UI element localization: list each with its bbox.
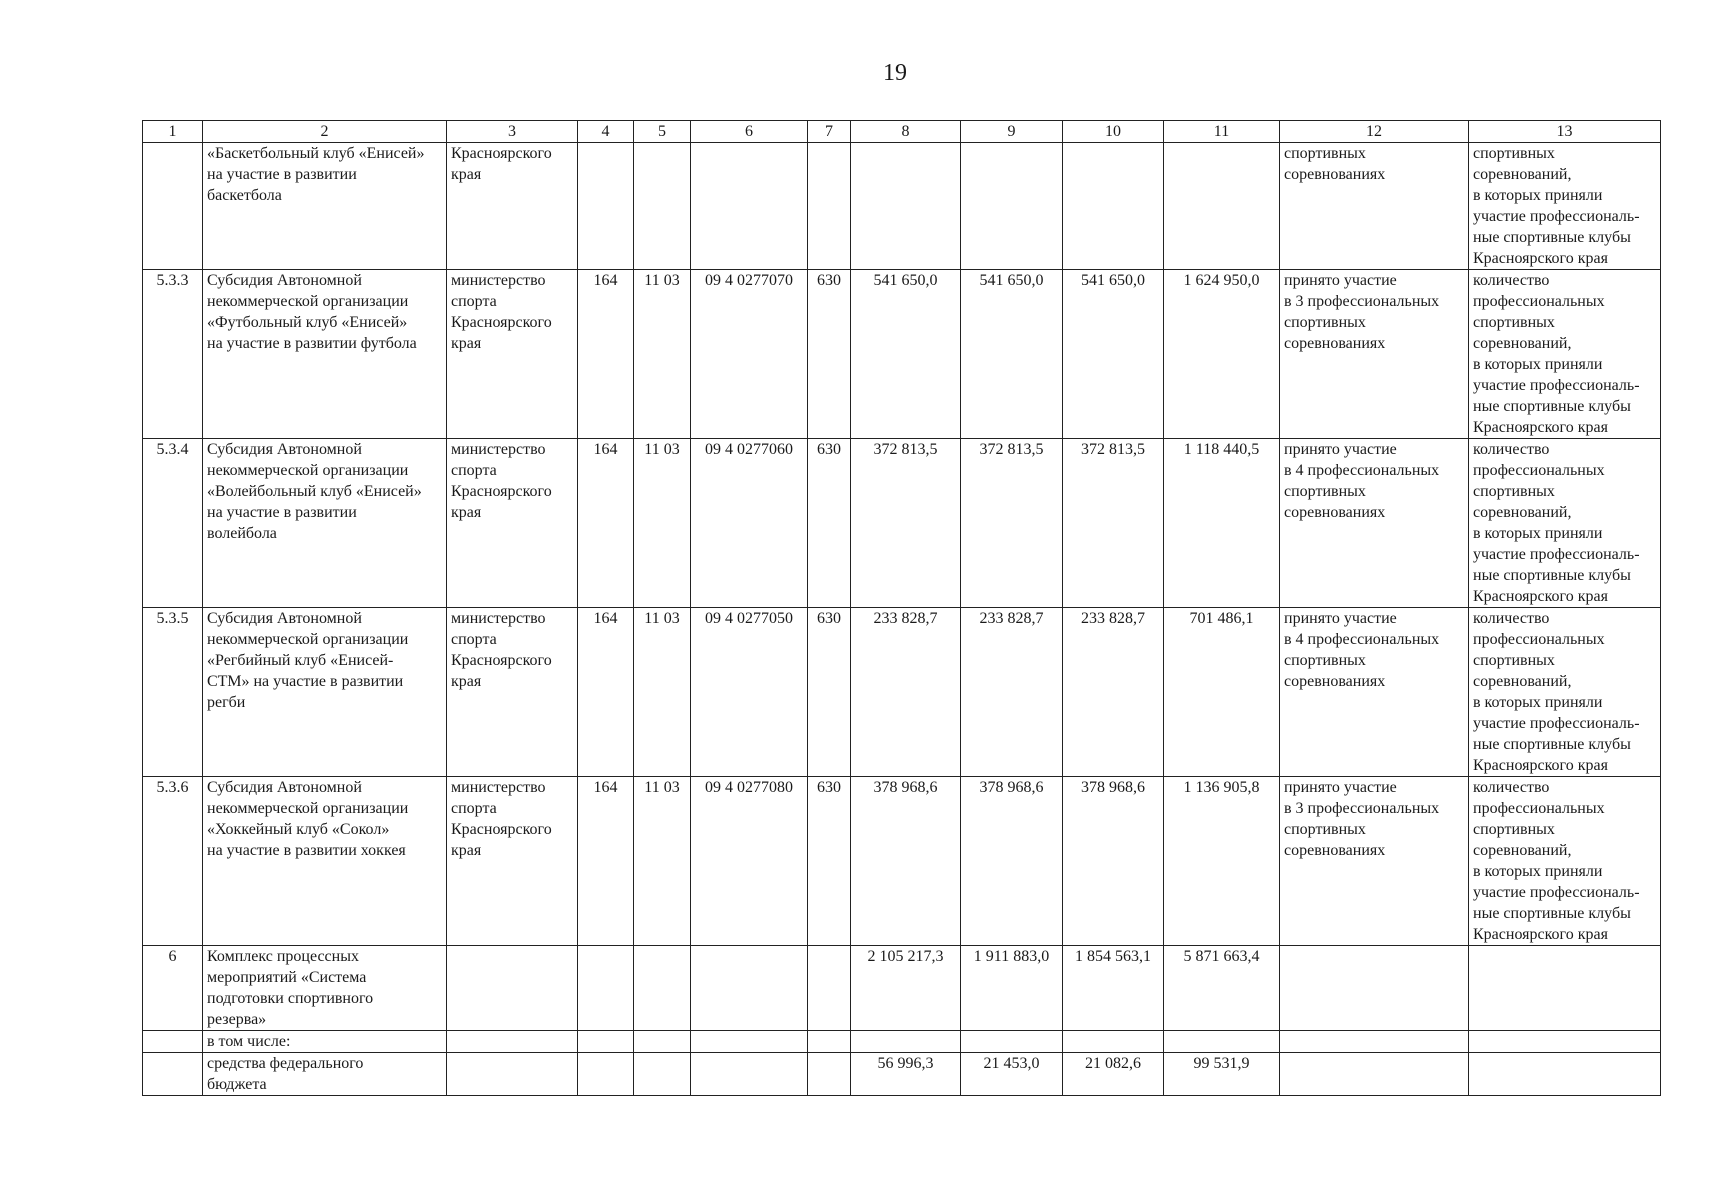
year1-amount: 56 996,3 — [851, 1053, 961, 1096]
table-row — [143, 143, 1661, 270]
year2-amount: 541 650,0 — [961, 270, 1063, 439]
column-header: 7 — [808, 121, 851, 143]
vr-code — [808, 1031, 851, 1053]
column-header: 2 — [203, 121, 447, 143]
total-amount — [1164, 143, 1280, 270]
year1-amount: 233 828,7 — [851, 608, 961, 777]
vr-code — [808, 143, 851, 270]
expected-result: принято участие в 3 профессиональных спортивных соревнованиях — [1280, 777, 1469, 946]
item-number: 5.3.5 — [143, 608, 203, 777]
indicator: количество профессиональных спортивных соревнований, в которых приняли участие профессиональ- ные спортивные клубы Красноярского края — [1469, 777, 1661, 946]
year2-amount: 233 828,7 — [961, 608, 1063, 777]
year3-amount — [1063, 1031, 1164, 1053]
year1-amount — [851, 1031, 961, 1053]
grbs-code: 164 — [578, 608, 634, 777]
rzpr-code — [634, 1031, 691, 1053]
executor: министерство спорта Красноярского края — [447, 608, 578, 777]
table-row — [143, 946, 1661, 1031]
executor — [447, 1053, 578, 1096]
item-number — [143, 1031, 203, 1053]
year3-amount — [1063, 143, 1164, 270]
total-amount: 99 531,9 — [1164, 1053, 1280, 1096]
year1-amount — [851, 143, 961, 270]
year2-amount — [961, 143, 1063, 270]
executor: министерство спорта Красноярского края — [447, 270, 578, 439]
grbs-code: 164 — [578, 439, 634, 608]
page-number: 19 — [883, 60, 907, 86]
indicator: количество профессиональных спортивных соревнований, в которых приняли участие профессиональ- ные спортивные клубы Красноярского края — [1469, 270, 1661, 439]
indicator: количество профессиональных спортивных соревнований, в которых приняли участие профессиональ- ные спортивные клубы Красноярского края — [1469, 608, 1661, 777]
executor: Красноярского края — [447, 143, 578, 270]
vr-code — [808, 946, 851, 1031]
item-name: Субсидия Автономной некоммерческой организации «Футбольный клуб «Енисей» на участие в развитии футбола — [203, 270, 447, 439]
column-header: 13 — [1469, 121, 1661, 143]
executor: министерство спорта Красноярского края — [447, 439, 578, 608]
vr-code: 630 — [808, 777, 851, 946]
year3-amount: 541 650,0 — [1063, 270, 1164, 439]
table-row — [143, 608, 1661, 777]
column-header: 3 — [447, 121, 578, 143]
indicator: спортивных соревнований, в которых приняли участие профессиональ- ные спортивные клубы Красноярского края — [1469, 143, 1661, 270]
csr-code: 09 4 0277050 — [691, 608, 808, 777]
grbs-code — [578, 1053, 634, 1096]
expected-result: спортивных соревнованиях — [1280, 143, 1469, 270]
item-name: Субсидия Автономной некоммерческой организации «Хоккейный клуб «Сокол» на участие в развитии хоккея — [203, 777, 447, 946]
column-header: 4 — [578, 121, 634, 143]
column-header: 5 — [634, 121, 691, 143]
total-amount: 1 118 440,5 — [1164, 439, 1280, 608]
year2-amount: 21 453,0 — [961, 1053, 1063, 1096]
budget-table — [142, 120, 1661, 1096]
year3-amount: 372 813,5 — [1063, 439, 1164, 608]
expected-result — [1280, 946, 1469, 1031]
column-header: 11 — [1164, 121, 1280, 143]
indicator — [1469, 946, 1661, 1031]
rzpr-code — [634, 1053, 691, 1096]
vr-code — [808, 1053, 851, 1096]
csr-code: 09 4 0277070 — [691, 270, 808, 439]
expected-result: принято участие в 4 профессиональных спортивных соревнованиях — [1280, 439, 1469, 608]
column-header: 1 — [143, 121, 203, 143]
year1-amount: 2 105 217,3 — [851, 946, 961, 1031]
rzpr-code: 11 03 — [634, 777, 691, 946]
total-amount: 5 871 663,4 — [1164, 946, 1280, 1031]
grbs-code — [578, 946, 634, 1031]
item-name: средства федерального бюджета — [203, 1053, 447, 1096]
item-name: «Баскетбольный клуб «Енисей» на участие в развитии баскетбола — [203, 143, 447, 270]
year2-amount: 1 911 883,0 — [961, 946, 1063, 1031]
item-number: 5.3.3 — [143, 270, 203, 439]
expected-result: принято участие в 4 профессиональных спортивных соревнованиях — [1280, 608, 1469, 777]
item-name: в том числе: — [203, 1031, 447, 1053]
csr-code — [691, 946, 808, 1031]
executor: министерство спорта Красноярского края — [447, 777, 578, 946]
item-number: 6 — [143, 946, 203, 1031]
total-amount — [1164, 1031, 1280, 1053]
year3-amount: 378 968,6 — [1063, 777, 1164, 946]
vr-code: 630 — [808, 270, 851, 439]
year2-amount — [961, 1031, 1063, 1053]
csr-code: 09 4 0277080 — [691, 777, 808, 946]
indicator: количество профессиональных спортивных соревнований, в которых приняли участие профессиональ- ные спортивные клубы Красноярского края — [1469, 439, 1661, 608]
rzpr-code: 11 03 — [634, 439, 691, 608]
item-number — [143, 1053, 203, 1096]
year1-amount: 372 813,5 — [851, 439, 961, 608]
item-name: Комплекс процессных мероприятий «Система подготовки спортивного резерва» — [203, 946, 447, 1031]
rzpr-code: 11 03 — [634, 270, 691, 439]
table-row — [143, 1031, 1661, 1053]
item-number — [143, 143, 203, 270]
year1-amount: 541 650,0 — [851, 270, 961, 439]
column-header: 8 — [851, 121, 961, 143]
column-header: 9 — [961, 121, 1063, 143]
grbs-code — [578, 1031, 634, 1053]
item-name: Субсидия Автономной некоммерческой организации «Волейбольный клуб «Енисей» на участие в развитии волейбола — [203, 439, 447, 608]
year3-amount: 233 828,7 — [1063, 608, 1164, 777]
table-row — [143, 439, 1661, 608]
item-number: 5.3.6 — [143, 777, 203, 946]
vr-code: 630 — [808, 439, 851, 608]
table-row — [143, 1053, 1661, 1096]
indicator — [1469, 1031, 1661, 1053]
csr-code: 09 4 0277060 — [691, 439, 808, 608]
year1-amount: 378 968,6 — [851, 777, 961, 946]
grbs-code: 164 — [578, 270, 634, 439]
column-header: 10 — [1063, 121, 1164, 143]
executor — [447, 946, 578, 1031]
rzpr-code: 11 03 — [634, 608, 691, 777]
column-number-row — [143, 121, 1661, 143]
grbs-code: 164 — [578, 777, 634, 946]
grbs-code — [578, 143, 634, 270]
csr-code — [691, 1031, 808, 1053]
total-amount: 1 624 950,0 — [1164, 270, 1280, 439]
total-amount: 1 136 905,8 — [1164, 777, 1280, 946]
column-header: 6 — [691, 121, 808, 143]
executor — [447, 1031, 578, 1053]
column-header: 12 — [1280, 121, 1469, 143]
year2-amount: 378 968,6 — [961, 777, 1063, 946]
rzpr-code — [634, 143, 691, 270]
rzpr-code — [634, 946, 691, 1031]
item-number: 5.3.4 — [143, 439, 203, 608]
total-amount: 701 486,1 — [1164, 608, 1280, 777]
year3-amount: 21 082,6 — [1063, 1053, 1164, 1096]
table-row — [143, 270, 1661, 439]
year2-amount: 372 813,5 — [961, 439, 1063, 608]
item-name: Субсидия Автономной некоммерческой организации «Регбийный клуб «Енисей- СТМ» на участие в развитии регби — [203, 608, 447, 777]
csr-code — [691, 143, 808, 270]
table-row — [143, 777, 1661, 946]
vr-code: 630 — [808, 608, 851, 777]
year3-amount: 1 854 563,1 — [1063, 946, 1164, 1031]
expected-result — [1280, 1053, 1469, 1096]
expected-result: принято участие в 3 профессиональных спортивных соревнованиях — [1280, 270, 1469, 439]
expected-result — [1280, 1031, 1469, 1053]
indicator — [1469, 1053, 1661, 1096]
csr-code — [691, 1053, 808, 1096]
